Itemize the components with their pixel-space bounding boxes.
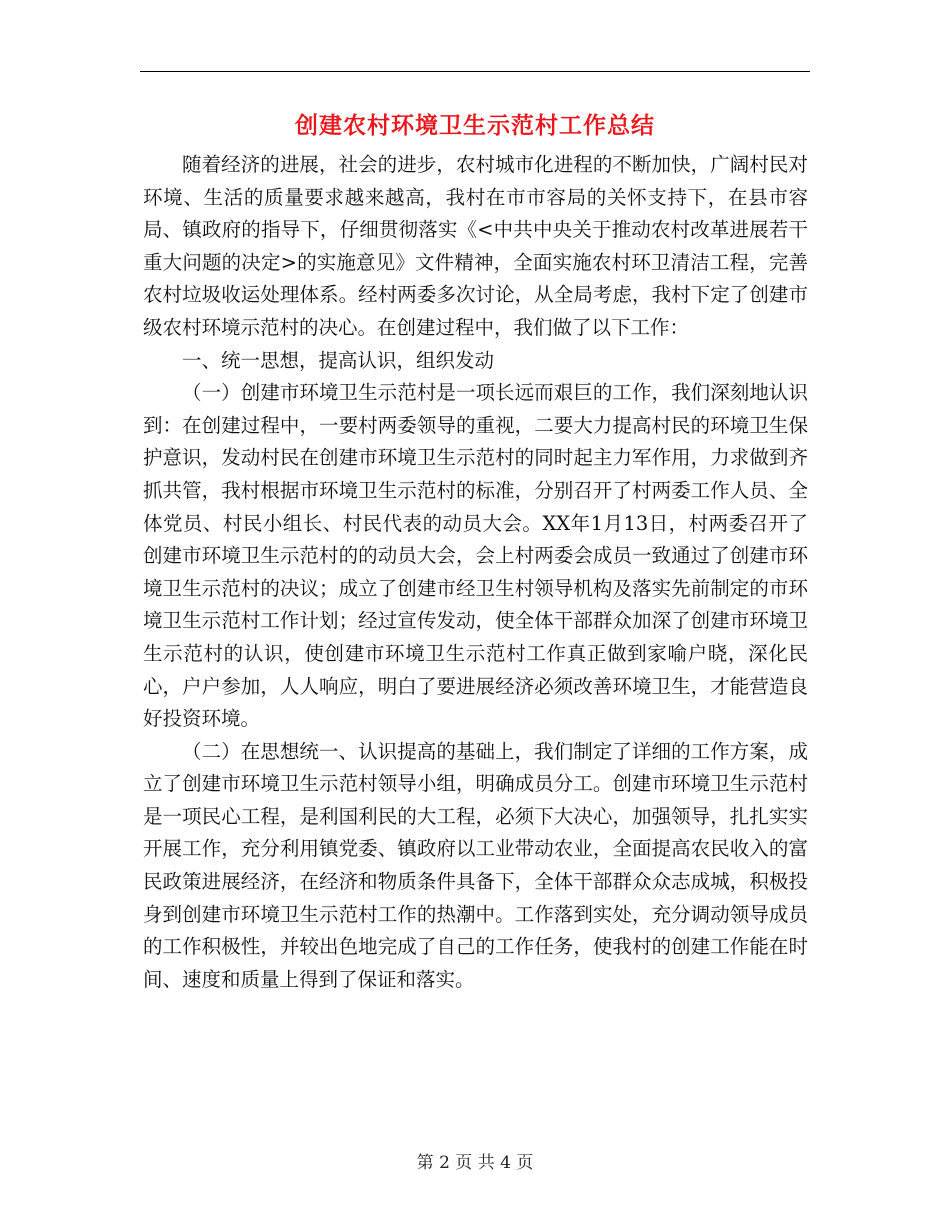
header-rule [140,71,810,72]
paragraph-intro: 随着经济的进展，社会的进步，农村城市化进程的不断加快，广阔村民对环境、生活的质量要求越来越高，我村在市市容局的关怀支持下，在县市容局、镇政府的指导下，仔细贯彻落实《<中共中央关于推动农村改革进展若干重大问题的决定>的实施意见》文件精神，全面实施农村环卫清洁工程，完善农村垃圾收运处理体系。经村两委多次讨论，从全局考虑，我村下定了创建市级农村环境示范村的决心。在创建过程中，我们做了以下工作： [143,153,808,339]
paragraph-item-2: （二）在思想统一、认识提高的基础上，我们制定了详细的工作方案，成立了创建市环境卫生示范村领导小组，明确成员分工。创建市环境卫生示范村是一项民心工程，是利国利民的大工程，必须下大决心，加强领导，扎扎实实开展工作，充分利用镇党委、镇政府以工业带动农业，全面提高农民收入的富民政策进展经济，在经济和物质条件具备下，全体干部群众众志成城，积极投身到创建市环境卫生示范村工作的热潮中。工作落到实处，充分调动领导成员的工作积极性，并较出色地完成了自己的工作任务，使我村的创建工作能在时间、速度和质量上得到了保证和落实。 [143,739,808,991]
document-title: 创建农村环境卫生示范村工作总结 [295,112,655,139]
document-body [143,149,808,996]
page-number-label: 第 2 页 共 4 页 [416,1153,534,1173]
page-footer [0,1151,950,1175]
paragraph-item-1: （一）创建市环境卫生示范村是一项长远而艰巨的工作，我们深刻地认识到：在创建过程中，一要村两委领导的重视，二要大力提高村民的环境卫生保护意识，发动村民在创建市环境卫生示范村的同时起主力军作用，力求做到齐抓共管，我村根据市环境卫生示范村的标准，分别召开了村两委工作人员、全体党员、村民小组长、村民代表的动员大会。XX年1月13日，村两委召开了创建市环境卫生示范村的的动员大会，会上村两委会成员一致通过了创建市环境卫生示范村的决议；成立了创建市经卫生村领导机构及落实先前制定的市环境卫生示范村工作计划；经过宣传发动，使全体干部群众加深了创建市环境卫生示范村的认识，使创建市环境卫生示范村工作真正做到家喻户晓，深化民心，户户参加，人人响应，明白了要进展经济必须改善环境卫生，才能营造良好投资环境。 [143,381,808,731]
section-heading-1: 一、统一思想，提高认识，组织发动 [182,348,495,372]
